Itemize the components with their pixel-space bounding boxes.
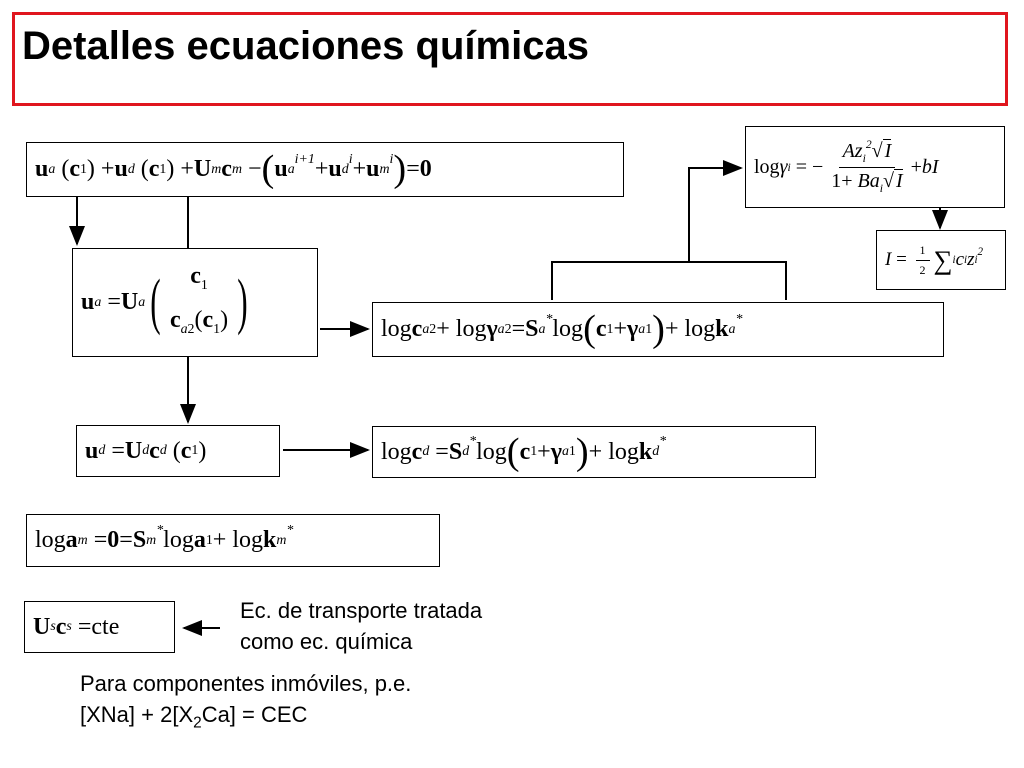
equation-total-balance: u a ( c 1 ) + u d ( c 1 ) + U m c m − ( u a i+1 + u d i + u m i ) = 0 xyxy=(26,142,624,197)
equation-immobile: U s c s = cte xyxy=(24,601,175,653)
note-transport xyxy=(240,595,482,657)
equation-ua: u a = U a ( $c_1$ $c_{a2}(c_1)$ ) xyxy=(72,248,318,357)
note-immobile-part-b: Ca] = CEC xyxy=(201,702,308,727)
note-immobile-part-a: [XNa] + 2[X xyxy=(80,702,194,727)
equation-log-sorbed: log c d = S d * log ( c 1 + γ a 1 ) + log k d * xyxy=(372,426,816,478)
note-transport-line2: como ec. química xyxy=(240,629,413,654)
constant-label: cte xyxy=(91,613,120,640)
slide-title: Detalles ecuaciones químicas xyxy=(22,24,589,68)
note-immobile-line1: Para componentes inmóviles, p.e. xyxy=(80,671,412,696)
equation-log-aqueous: log c a 2 + log γ a 2 = S a * log ( c 1 + γ a 1 ) + log k a * xyxy=(372,302,944,357)
equation-log-minerals: log a m = 0 = S m * log a 1 + log k m * xyxy=(26,514,440,567)
arrow-to-activity xyxy=(689,168,741,262)
note-transport-line1: Ec. de transporte tratada xyxy=(240,598,483,623)
note-immobile-line2 xyxy=(80,699,411,738)
bracket-gamma xyxy=(552,262,786,300)
note-immobile xyxy=(80,668,411,738)
equation-activity-coefficient: log γ i = − $\frac{Az_i^2√ I}{1+ Ba_i√ I}$ + bI xyxy=(745,126,1005,208)
equation-ionic-strength: I = $\frac{1}{2}$ ∑ i c i z i 2 xyxy=(876,230,1006,290)
note-immobile-sub: 2 xyxy=(193,714,202,732)
equation-ud: u d = U d c d ( c 1 ) xyxy=(76,425,280,477)
